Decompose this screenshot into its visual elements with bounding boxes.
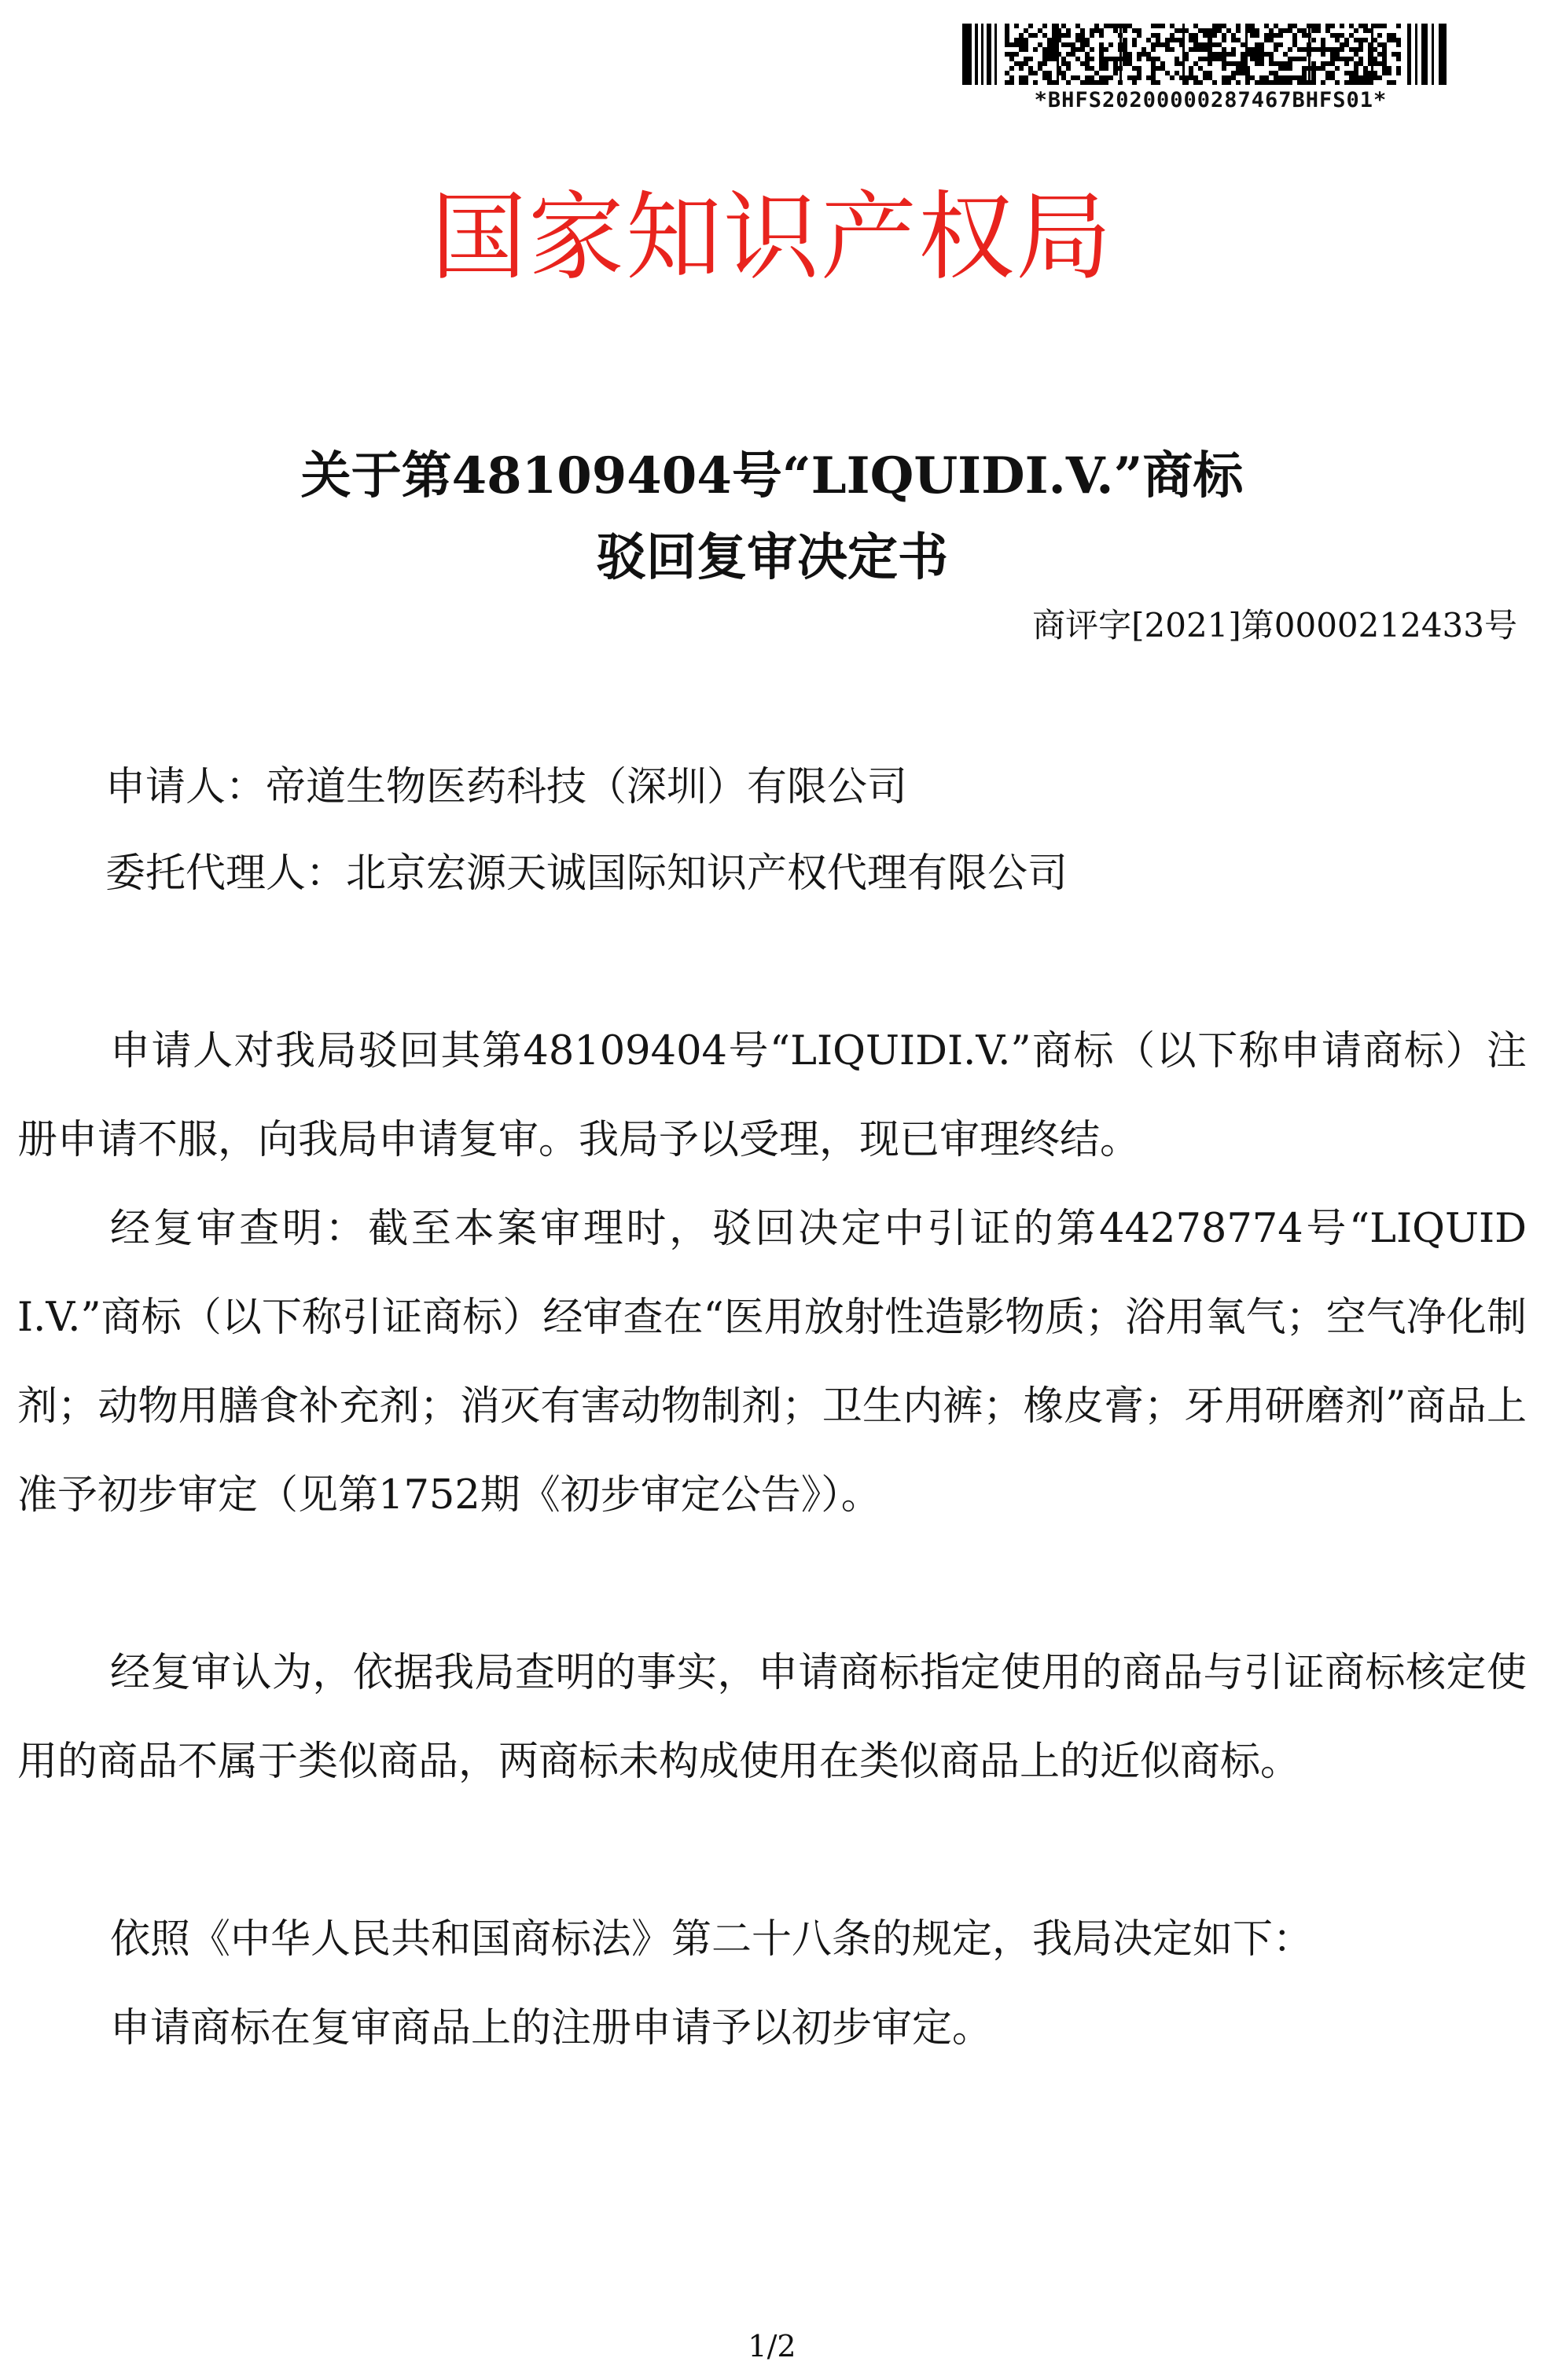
- barcode-text: *BHFS20200000287467BHFS01*: [1034, 88, 1388, 112]
- barcode: [962, 24, 1447, 85]
- agency-name: 国家知识产权局: [431, 182, 1113, 293]
- paragraph-decision: 申请商标在复审商品上的注册申请予以初步审定。: [110, 2005, 993, 2051]
- barcode-right-bars: [1407, 24, 1447, 85]
- agent-line: 委托代理人：北京宏源天诚国际知识产权代理有限公司: [105, 850, 1068, 897]
- page-number: 1/2: [748, 2329, 796, 2363]
- barcode-left-bars: [962, 24, 997, 85]
- applicant-line: 申请人：帝道生物医药科技（深圳）有限公司: [105, 764, 908, 810]
- document-number: 商评字[2021]第0000212433号: [1032, 606, 1517, 645]
- paragraph-application: 申请人对我局驳回其第48109404号“LIQUIDI.V.”商标（以下称申请商标）注册申请不服，向我局申请复审。我局予以受理，现已审理终结。: [17, 1028, 1527, 1163]
- paragraph-findings: 经复审查明：截至本案审理时，驳回决定中引证的第44278774号“LIQUID I.V.”商标（以下称引证商标）经审查在“医用放射性造影物质；浴用氧气；空气净化制剂；动物用膳食补充剂；消灭有害动物制剂；卫生内裤；橡皮膏；牙用研磨剂”商品上准予初步审定（见第1752期《初步审定公告》）。: [17, 1206, 1527, 1519]
- barcode-matrix: [1005, 24, 1401, 85]
- document-title-line-2: 驳回复审决定书: [596, 528, 948, 587]
- paragraph-reasoning: 经复审认为，依据我局查明的事实，申请商标指定使用的商品与引证商标核定使用的商品不属于类似商品，两商标未构成使用在类似商品上的近似商标。: [17, 1650, 1527, 1785]
- document-title-line-1: 关于第48109404号“LIQUIDI.V.”商标: [300, 446, 1244, 505]
- paragraph-legal-basis: 依照《中华人民共和国商标法》第二十八条的规定，我局决定如下：: [110, 1916, 1314, 1963]
